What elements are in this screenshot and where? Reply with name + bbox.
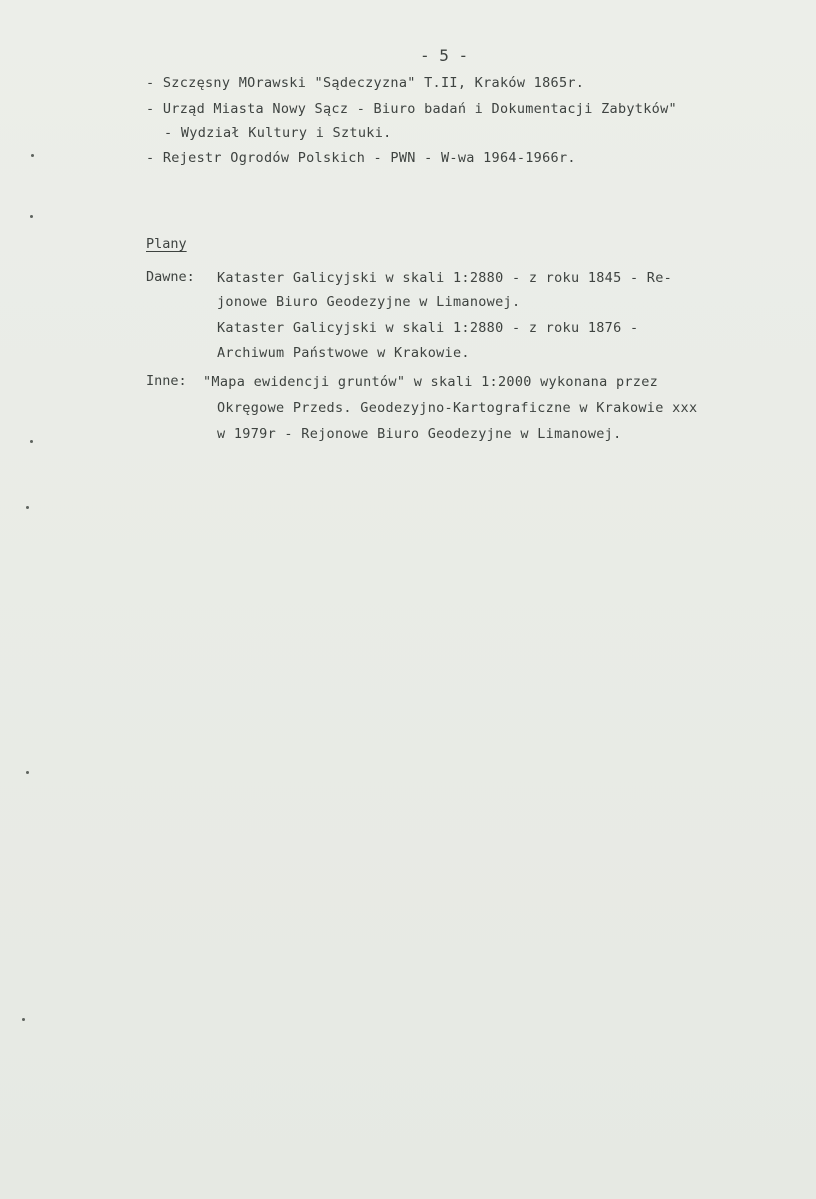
paper-speck: [26, 771, 29, 774]
other-plans-line: Okręgowe Przeds. Geodezyjno-Kartograficzne w Krakowie xxx: [217, 400, 698, 416]
plans-heading: Plany: [146, 236, 187, 252]
paper-speck: [22, 1018, 25, 1021]
other-plans-label: Inne:: [146, 373, 187, 389]
old-plans-line: Kataster Galicyjski w skali 1:2880 - z roku 1845 - Re-: [217, 270, 673, 286]
paper-speck: [30, 440, 33, 443]
old-plans-line: jonowe Biuro Geodezyjne w Limanowej.: [217, 294, 521, 310]
old-plans-line: Archiwum Państwowe w Krakowie.: [217, 345, 470, 361]
source-line: - Szczęsny MOrawski "Sądeczyzna" T.II, Kraków 1865r.: [146, 75, 585, 91]
old-plans-line: Kataster Galicyjski w skali 1:2880 - z roku 1876 -: [217, 320, 639, 336]
paper-speck: [30, 215, 33, 218]
other-plans-line: "Mapa ewidencji gruntów" w skali 1:2000 wykonana przez: [203, 374, 659, 390]
paper-speck: [31, 154, 34, 157]
source-line: - Wydział Kultury i Sztuki.: [164, 125, 392, 141]
page-number: - 5 -: [420, 46, 469, 65]
other-plans-line: w 1979r - Rejonowe Biuro Geodezyjne w Limanowej.: [217, 426, 622, 442]
old-plans-label: Dawne:: [146, 269, 195, 285]
source-line: - Urząd Miasta Nowy Sącz - Biuro badań i Dokumentacji Zabytków": [146, 101, 677, 117]
source-line: - Rejestr Ogrodów Polskich - PWN - W-wa 1964-1966r.: [146, 150, 576, 166]
paper-speck: [26, 506, 29, 509]
